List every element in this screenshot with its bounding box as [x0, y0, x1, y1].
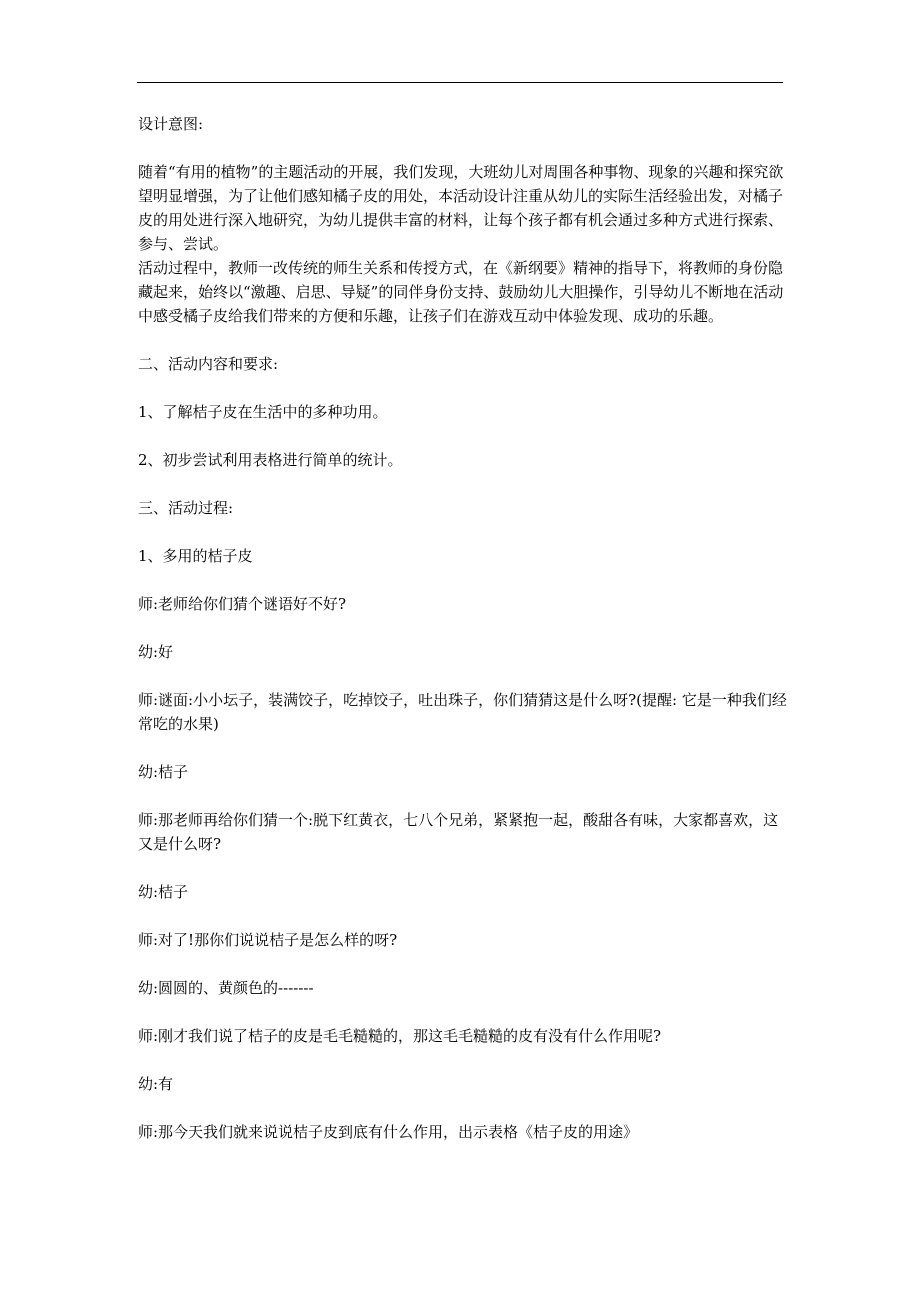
section-heading-design-intent: 设计意图:	[138, 115, 204, 133]
dialogue-line: 幼:圆圆的、黄颜色的-------	[138, 979, 314, 997]
dialogue-line: 师:那老师再给你们猜一个:脱下红黄衣，七八个兄弟，紧紧抱一起，酸甜各有味，大家都喜欢，这又是什么呀?	[138, 811, 779, 853]
paragraph-intent-2: 活动过程中，教师一改传统的师生关系和传授方式，在《新纲要》精神的指导下，将教师的身份隐藏起来，始终以“激趣、启思、导疑”的同伴身份支持、鼓励幼儿大胆操作，引导幼儿不断地在活动中感受橘子皮给我们带来的方便和乐趣，让孩子们在游戏互动中体验发现、成功的乐趣。	[138, 259, 784, 325]
dialogue-line: 幼:桔子	[138, 883, 189, 901]
dialogue-line: 师:那今天我们就来说说桔子皮到底有什么作用，出示表格《桔子皮的用途》	[138, 1123, 639, 1141]
requirement-item-1: 1、了解桔子皮在生活中的多种功用。	[138, 403, 388, 421]
dialogue-line: 师:对了!那你们说说桔子是怎么样的呀?	[138, 931, 398, 949]
header-rule	[137, 82, 783, 83]
process-step-1: 1、多用的桔子皮	[138, 547, 253, 565]
section-heading-process: 三、活动过程:	[138, 499, 234, 517]
dialogue-line: 师:刚才我们说了桔子的皮是毛毛糙糙的，那这毛毛糙糙的皮有没有什么作用呢?	[138, 1027, 662, 1045]
dialogue-line: 师:老师给你们猜个谜语好不好?	[138, 595, 347, 613]
dialogue-line: 幼:好	[138, 643, 174, 661]
document-body	[138, 112, 788, 1144]
paragraph-intent-1: 随着“有用的植物”的主题活动的开展，我们发现，大班幼儿对周围各种事物、现象的兴趣和探究欲望明显增强，为了让他们感知橘子皮的用处，本活动设计注重从幼儿的实际生活经验出发，对橘子皮的用处进行深入地研究，为幼儿提供丰富的材料，让每个孩子都有机会通过多种方式进行探索、参与、尝试。	[138, 163, 784, 253]
requirement-item-2: 2、初步尝试利用表格进行简单的统计。	[138, 451, 403, 469]
section-heading-content: 二、活动内容和要求:	[138, 355, 279, 373]
dialogue-line: 师:谜面:小小坛子，装满饺子，吃掉饺子，吐出珠子，你们猜猜这是什么呀?(提醒: 它是一种我们经常吃的水果)	[138, 691, 787, 733]
dialogue-line: 幼:有	[138, 1075, 174, 1093]
dialogue-line: 幼:桔子	[138, 763, 189, 781]
